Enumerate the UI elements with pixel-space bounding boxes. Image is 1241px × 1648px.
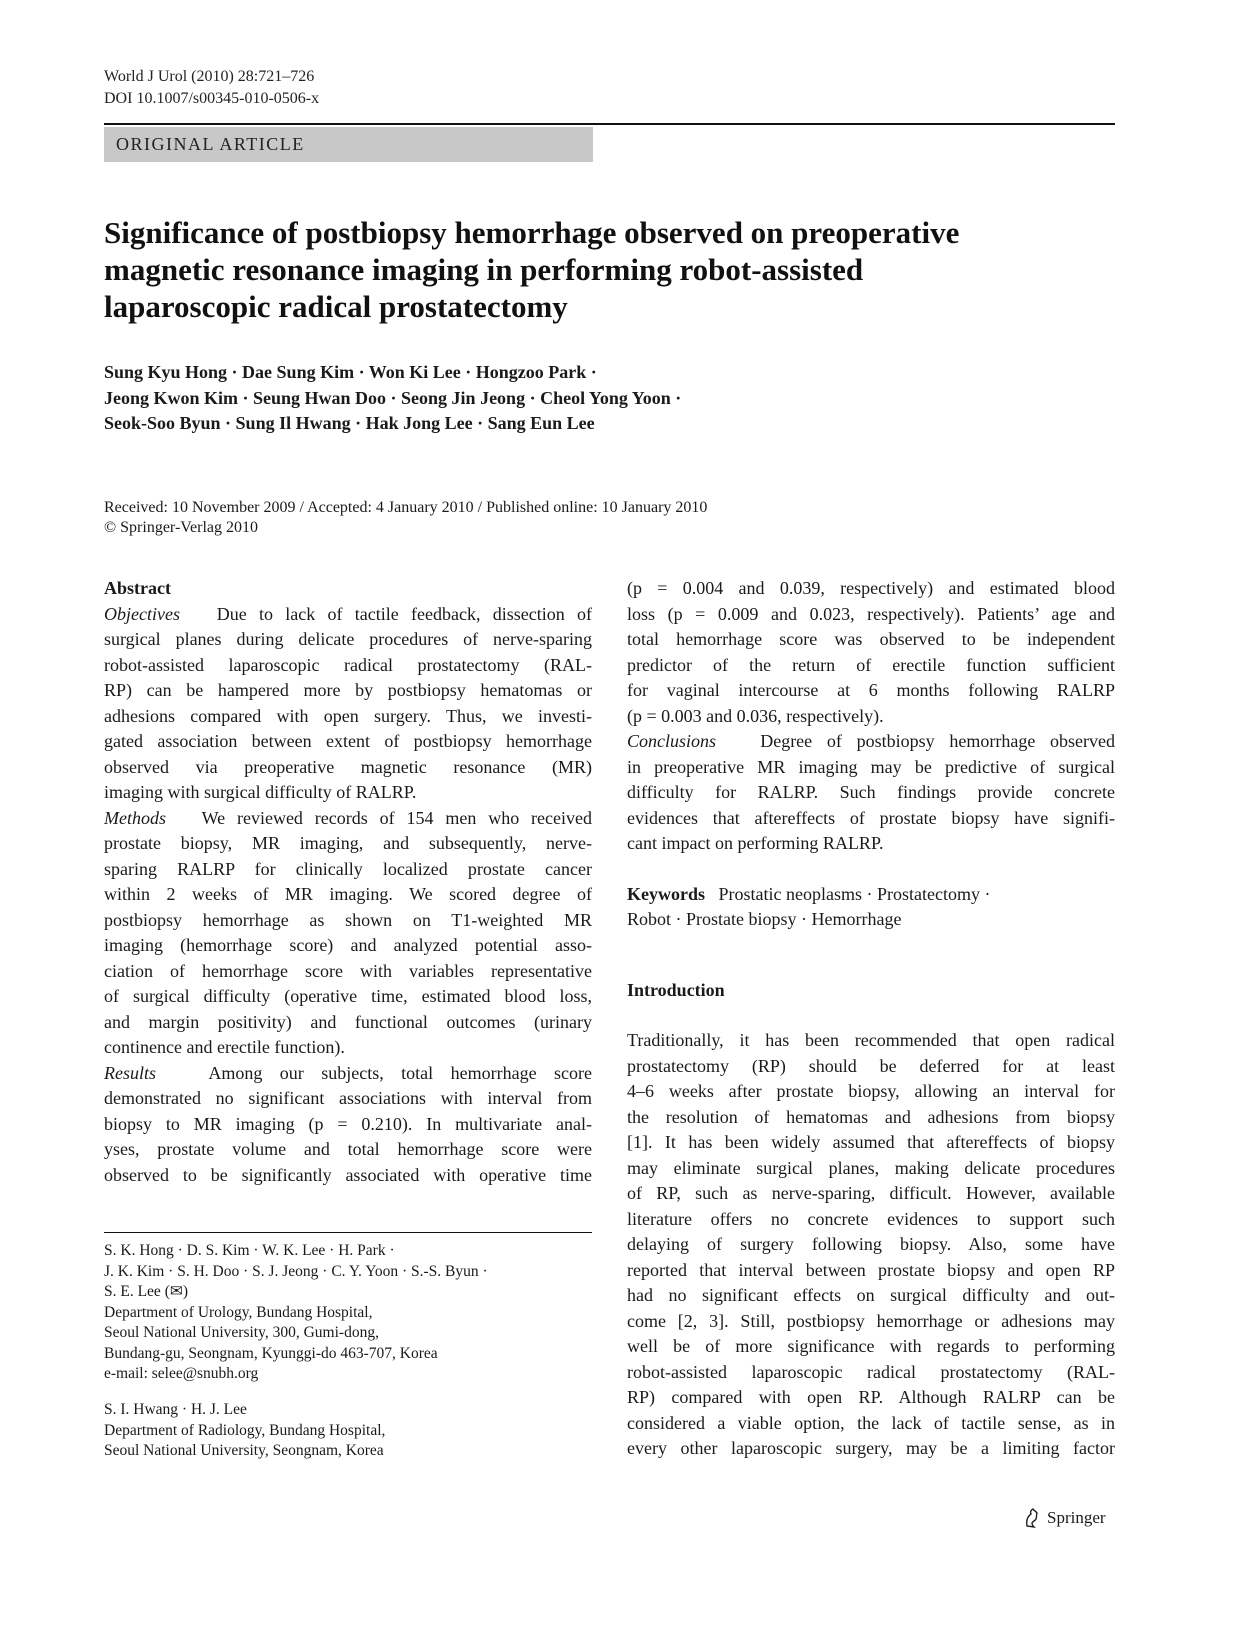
affiliation-urology: [104, 1241, 604, 1385]
keywords-line: Keywords Prostatic neoplasms · Prostatectomy ·: [627, 883, 991, 904]
abstract-line: Methods We reviewed records of 154 men who received: [104, 807, 592, 828]
affiliation-radiology: [104, 1400, 604, 1462]
footnote-authors: J. K. Kim · S. H. Doo · S. J. Jeong · C. Y. Yoon · S.-S. Byun ·: [104, 1262, 488, 1280]
footnote-authors: S. E. Lee: [104, 1283, 161, 1300]
conclusions-label: Conclusions: [627, 731, 717, 751]
abstract-line: adhesions compared with open surgery. Thus, we investi-: [104, 705, 592, 726]
dates-line: Received: 10 November 2009 / Accepted: 4 January 2010 / Published online: 10 January 2010: [104, 499, 708, 516]
footnote-rule: [104, 1232, 592, 1233]
objectives-label: Objectives: [104, 603, 180, 624]
abstract-line: predictor of the return of erectile function sufficient: [627, 654, 1115, 675]
copyright-line: © Springer-Verlag 2010: [104, 519, 259, 536]
keywords-label: Keywords: [627, 883, 705, 904]
abstract-line: cant impact on performing RALRP.: [627, 833, 884, 853]
author-list: [104, 360, 1004, 437]
intro-line: may eliminate surgical planes, making delicate procedures: [627, 1157, 1115, 1178]
abstract-heading: Abstract: [104, 578, 171, 598]
abstract-line: continence and erectile function).: [104, 1037, 345, 1057]
email-address[interactable]: e-mail: selee@snubh.org: [104, 1365, 259, 1382]
footnote-authors: S. I. Hwang · H. J. Lee: [104, 1401, 247, 1418]
abstract-line: of surgical difficulty (operative time, estimated blood loss,: [104, 986, 592, 1006]
abstract-line: (p = 0.004 and 0.039, respectively) and estimated blood: [627, 578, 1115, 598]
abstract-line: demonstrated no significant associations with interval from: [104, 1088, 592, 1108]
header-rule: [104, 123, 1115, 125]
intro-line: come [2, 3]. Still, postbiopsy hemorrhage or adhesions may: [627, 1310, 1115, 1331]
results-label: Results: [104, 1062, 156, 1083]
abstract-line: total hemorrhage score was observed to be independent: [627, 629, 1115, 649]
author-line: Sung Kyu Hong · Dae Sung Kim · Won Ki Lee · Hongzoo Park ·: [104, 362, 597, 382]
intro-line: the resolution of hematomas and adhesions from biopsy: [627, 1106, 1115, 1127]
abstract-line: imaging with surgical difficulty of RALRP.: [104, 782, 417, 802]
intro-line: every other laparoscopic surgery, may be a limiting factor: [627, 1438, 1115, 1458]
abstract-line: imaging (hemorrhage score) and analyzed potential asso-: [104, 935, 592, 955]
abstract-line: surgical planes during delicate procedures of nerve-sparing: [104, 629, 592, 649]
intro-line: had no significant effects on surgical difficulty and out-: [627, 1285, 1115, 1305]
abstract-line: evidences that aftereffects of prostate biopsy have signifi-: [627, 807, 1115, 828]
article-title: [104, 214, 1104, 325]
abstract-line: loss (p = 0.009 and 0.023, respectively). Patients’ age and: [627, 603, 1115, 624]
title-line: Significance of postbiopsy hemorrhage observed on preoperative: [104, 215, 960, 250]
publisher-logo: [1023, 1508, 1106, 1528]
abstract-line: observed via preoperative magnetic resonance (MR): [104, 756, 592, 777]
title-line: laparoscopic radical prostatectomy: [104, 289, 568, 324]
abstract-line: for vaginal intercourse at 6 months following RALRP: [627, 680, 1115, 700]
abstract-line: sparing RALRP for clinically localized prostate cancer: [104, 858, 592, 879]
intro-line: considered a viable option, the lack of tactile sense, as in: [627, 1412, 1115, 1433]
abstract-line: prostate biopsy, MR imaging, and subsequently, nerve-: [104, 833, 592, 853]
affiliation-line: Department of Urology, Bundang Hospital,: [104, 1303, 373, 1321]
journal-reference: World J Urol (2010) 28:721–726: [104, 68, 315, 85]
intro-line: of RP, such as nerve-sparing, difficult. However, available: [627, 1183, 1115, 1203]
affiliation-line: Seoul National University, 300, Gumi-dong,: [104, 1324, 379, 1341]
footnote-authors: S. K. Hong · D. S. Kim · W. K. Lee · H. Park ·: [104, 1242, 395, 1259]
intro-line: literature offers no concrete evidences to support such: [627, 1208, 1115, 1229]
affiliation-line: Department of Radiology, Bundang Hospital,: [104, 1421, 386, 1439]
intro-line: well be of more significance with regards to performing: [627, 1336, 1115, 1356]
author-line: Jeong Kwon Kim · Seung Hwan Doo · Seong Jin Jeong · Cheol Yong Yoon ·: [104, 387, 682, 408]
abstract-line: (p = 0.003 and 0.036, respectively).: [627, 705, 884, 726]
affiliation-line: Bundang-gu, Seongnam, Kyunggi-do 463-707, Korea: [104, 1344, 438, 1362]
article-type-banner: ORIGINAL ARTICLE: [104, 127, 593, 162]
intro-line: [1]. It has been widely assumed that aftereffects of biopsy: [627, 1132, 1115, 1152]
publisher-name: Springer: [1047, 1508, 1106, 1527]
abstract-line: Objectives Due to lack of tactile feedback, dissection of: [104, 603, 592, 624]
abstract-line: Conclusions Degree of postbiopsy hemorrhage observed: [627, 731, 1115, 751]
abstract-line: robot-assisted laparoscopic radical prostatectomy (RAL-: [104, 654, 592, 675]
intro-line: robot-assisted laparoscopic radical prostatectomy (RAL-: [627, 1361, 1115, 1382]
abstract-line: within 2 weeks of MR imaging. We scored degree of: [104, 884, 592, 904]
abstract-line: difficulty for RALRP. Such findings provide concrete: [627, 782, 1115, 802]
publication-dates: [104, 498, 707, 538]
abstract-line: gated association between extent of postbiopsy hemorrhage: [104, 731, 592, 751]
intro-line: prostatectomy (RP) should be deferred for at least: [627, 1055, 1115, 1076]
abstract-line: postbiopsy hemorrhage as shown on T1-weighted MR: [104, 909, 592, 930]
intro-line: RP) compared with open RP. Although RALRP can be: [627, 1387, 1115, 1407]
introduction-heading: Introduction: [627, 979, 725, 1000]
intro-line: reported that interval between prostate biopsy and open RP: [627, 1259, 1115, 1280]
abstract-line: biopsy to MR imaging (p = 0.210). In multivariate anal-: [104, 1113, 592, 1134]
right-column: [627, 576, 1115, 1462]
intro-line: Traditionally, it has been recommended that open radical: [627, 1030, 1115, 1050]
keywords-line: Robot · Prostate biopsy · Hemorrhage: [627, 909, 902, 929]
abstract-left-column: [104, 576, 592, 1188]
methods-label: Methods: [104, 807, 166, 828]
abstract-line: and margin positivity) and functional outcomes (urinary: [104, 1011, 592, 1032]
email-icon: (✉): [164, 1283, 189, 1300]
abstract-line: observed to be significantly associated with operative time: [104, 1164, 592, 1185]
springer-horse-icon: [1023, 1508, 1041, 1528]
abstract-line: yses, prostate volume and total hemorrhage score were: [104, 1139, 592, 1159]
abstract-line: ciation of hemorrhage score with variables representative: [104, 960, 592, 981]
abstract-line: Results Among our subjects, total hemorrhage score: [104, 1062, 592, 1083]
abstract-line: in preoperative MR imaging may be predictive of surgical: [627, 756, 1115, 777]
abstract-line: RP) can be hampered more by postbiopsy hematomas or: [104, 680, 592, 700]
intro-line: delaying of surgery following biopsy. Also, some have: [627, 1234, 1115, 1254]
intro-line: 4–6 weeks after prostate biopsy, allowing an interval for: [627, 1081, 1115, 1101]
doi: DOI 10.1007/s00345-010-0506-x: [104, 90, 320, 107]
affiliation-line: Seoul National University, Seongnam, Korea: [104, 1442, 384, 1459]
author-line: Seok-Soo Byun · Sung Il Hwang · Hak Jong Lee · Sang Eun Lee: [104, 413, 595, 433]
title-line: magnetic resonance imaging in performing robot-assisted: [104, 252, 864, 287]
